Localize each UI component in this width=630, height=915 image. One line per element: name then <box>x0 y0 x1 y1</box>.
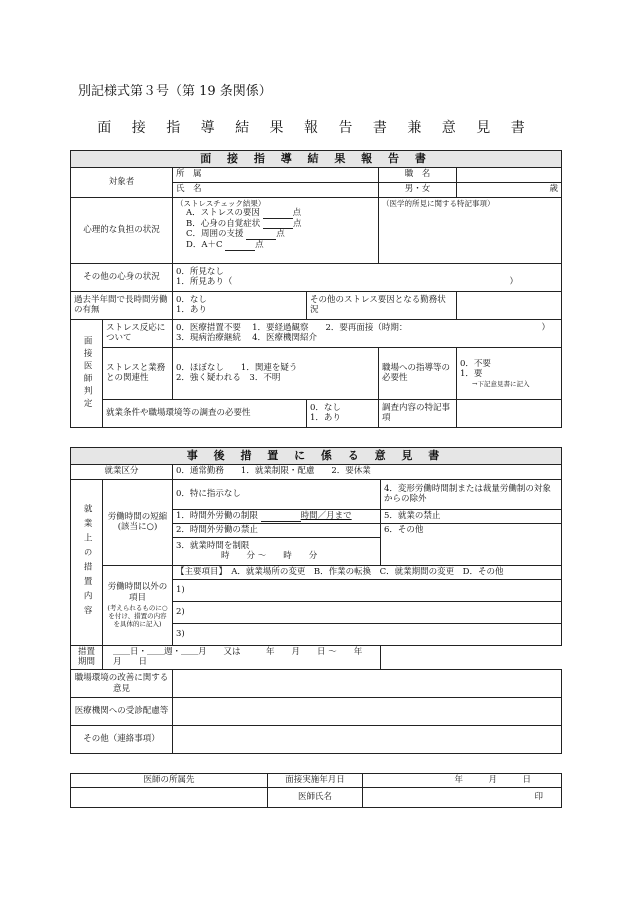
item-2-field[interactable]: 2) <box>173 601 562 623</box>
reduce-note: (該当に○) <box>117 522 158 533</box>
reduce-4[interactable]: 4．変形労働時間制または裁量労働制の対象からの除外 <box>381 479 562 509</box>
main-items[interactable]: 【主要項目】 A．就業場所の変更 B．作業の転換 C．就業期間の変更 D．その他 <box>173 565 562 579</box>
period-label: 措置期間 <box>71 645 103 669</box>
stress-b-label: B．心身の自覚症状 <box>186 218 261 229</box>
date-field[interactable]: 年 月 日 <box>363 774 562 788</box>
survey-0: 0．なし <box>310 402 341 413</box>
opinion-table <box>70 447 562 754</box>
react-field[interactable] <box>173 319 562 347</box>
guide-label: 職場への指導等の必要性 <box>379 347 457 399</box>
overtime-0: 0．なし <box>176 294 207 305</box>
point-unit: 点 <box>255 240 264 250</box>
doctor-affil-label: 医師の所属先 <box>71 774 268 788</box>
stress-d-label: D．A＋C <box>186 240 223 250</box>
form-header: 別記様式第３号（第 19 条関係） <box>78 84 272 99</box>
sex-label[interactable]: 男・女 <box>379 182 457 197</box>
medical-consider-field[interactable] <box>173 698 562 726</box>
reduce-label-cell <box>103 479 173 565</box>
judge-vertical-label: 面接医師判定 <box>71 319 103 427</box>
content-vertical-label: 就業上の措置内容 <box>71 479 103 645</box>
reduce-3: 3．就業時間を制限 <box>176 540 250 551</box>
opinion-section-title: 事 後 措 置 に 係 る 意 見 書 <box>71 448 562 465</box>
point-unit: 点 <box>292 208 302 219</box>
medical-consider-label: 医療機関への受診配慮等 <box>71 698 173 726</box>
other-mind-label: その他の心身の状況 <box>71 263 173 291</box>
job-label: 職 名 <box>379 167 457 182</box>
stress-c-field[interactable] <box>246 231 276 240</box>
stress-factor-label: その他のストレス要因となる勤務状況 <box>307 291 457 319</box>
footer-table <box>70 773 562 808</box>
relation-options-2: 2．強く疑われる 3．不明 <box>176 373 281 384</box>
reduce-1-cell[interactable] <box>173 509 381 523</box>
psych-label: 心理的な負担の状況 <box>71 197 173 263</box>
reduce-1-hours-field[interactable] <box>261 513 301 522</box>
doctor-name-field[interactable] <box>363 788 562 808</box>
other-mind-1: 1．所見あり（ <box>176 277 233 288</box>
overtime-1: 1．あり <box>176 305 207 316</box>
stress-d-field[interactable] <box>225 242 255 251</box>
doctor-name-label: 医師氏名 <box>268 788 363 808</box>
stress-check-cell <box>173 197 379 263</box>
item-1-field[interactable]: 1) <box>173 579 562 601</box>
report-section-title: 面 接 指 導 結 果 報 告 書 <box>71 151 562 168</box>
guide-note: →下記意見書に記入 <box>472 379 530 388</box>
guide-field[interactable] <box>457 347 562 399</box>
survey-notes-field[interactable] <box>457 399 562 427</box>
report-table <box>70 150 562 428</box>
react-label: ストレス反応について <box>103 319 173 347</box>
other-items-note: (考えられるものに○を付け、措置の内容を具体的に記入) <box>107 603 168 628</box>
document-title: 面 接 指 導 結 果 報 告 書 兼 意 見 書 <box>97 120 533 136</box>
survey-notes-label: 調査内容の特記事項 <box>379 399 457 427</box>
other-items-label-cell <box>103 565 173 645</box>
relation-options-1: 0．ほぼなし 1．関連を疑う <box>176 362 298 373</box>
stress-a-field[interactable] <box>263 210 293 219</box>
env-label: 職場環境の改善に関する意見 <box>71 670 173 698</box>
survey-field[interactable] <box>307 399 379 427</box>
medical-notes-head: （医学的所見に関する特記事項） <box>382 198 495 208</box>
stress-factor-field[interactable] <box>457 291 562 319</box>
reduce-label: 労働時間の短縮 <box>107 511 168 522</box>
react-options-1: 0．医療措置不要 1．要経過観察 2．要再面接（時期： <box>176 322 408 333</box>
reduce-6[interactable]: 6．その他 <box>381 523 562 565</box>
seal-label: 印 <box>534 792 543 803</box>
relation-label: ストレスと業務との関連性 <box>103 347 173 399</box>
reduce-2[interactable]: 2．時間外労働の禁止 <box>173 523 381 537</box>
class-options[interactable]: 0．通常勤務 1．就業制限・配慮 2．要休業 <box>173 464 562 479</box>
overtime-field[interactable] <box>173 291 307 319</box>
react-close: ） <box>541 322 551 333</box>
reduce-1-unit: 時間／月まで <box>300 510 352 521</box>
guide-0: 0．不要 <box>460 358 491 369</box>
other-mind-field[interactable] <box>173 263 562 291</box>
stress-a-label: A．ストレスの要因 <box>186 208 260 219</box>
point-unit: 点 <box>276 229 285 240</box>
other-mind-0: 0．所見なし <box>176 266 224 277</box>
env-field[interactable] <box>173 670 562 698</box>
period-value[interactable]: ＿＿日・＿＿週・＿＿月 又は 年 月 日 ～ 年 月 日 <box>103 645 381 669</box>
class-label: 就業区分 <box>71 464 173 479</box>
close-paren: ） <box>509 277 519 288</box>
point-unit: 点 <box>292 218 302 229</box>
relation-field[interactable] <box>173 347 379 399</box>
overtime-label: 過去半年間で長時間労働の有無 <box>71 291 173 319</box>
other-contact-field[interactable] <box>173 726 562 754</box>
guide-1: 1．要 <box>460 369 483 380</box>
job-field[interactable] <box>457 167 562 182</box>
other-items-label: 労働時間以外の項目 <box>107 582 168 604</box>
medical-notes-field[interactable] <box>379 197 562 263</box>
item-3-field[interactable]: 3) <box>173 623 562 645</box>
reduce-3-time: 時 分 ～ 時 分 <box>221 551 318 562</box>
stress-c-label: C．周囲の支援 <box>186 229 244 240</box>
reduce-5[interactable]: 5．就業の禁止 <box>381 509 562 523</box>
survey-label: 就業条件や職場環境等の調査の必要性 <box>103 399 307 427</box>
doctor-affil-field[interactable] <box>71 788 268 808</box>
stress-check-head: （ストレスチェック結果） <box>176 198 266 208</box>
subject-label: 対象者 <box>71 167 173 197</box>
age-label: 歳 <box>457 182 562 197</box>
reduce-0[interactable]: 0．特に指示なし <box>173 479 381 509</box>
name-label: 氏 名 <box>176 184 202 195</box>
dept-label: 所 属 <box>176 169 202 180</box>
reduce-1: 1．時間外労働の制限 <box>176 510 258 521</box>
survey-1: 1．あり <box>310 413 341 424</box>
react-options-2: 3．現病治療継続 4．医療機関紹介 <box>176 333 318 344</box>
date-label: 面接実施年月日 <box>268 774 363 788</box>
other-contact-label: その他（連絡事項） <box>71 726 173 754</box>
reduce-3-cell[interactable] <box>173 537 381 565</box>
